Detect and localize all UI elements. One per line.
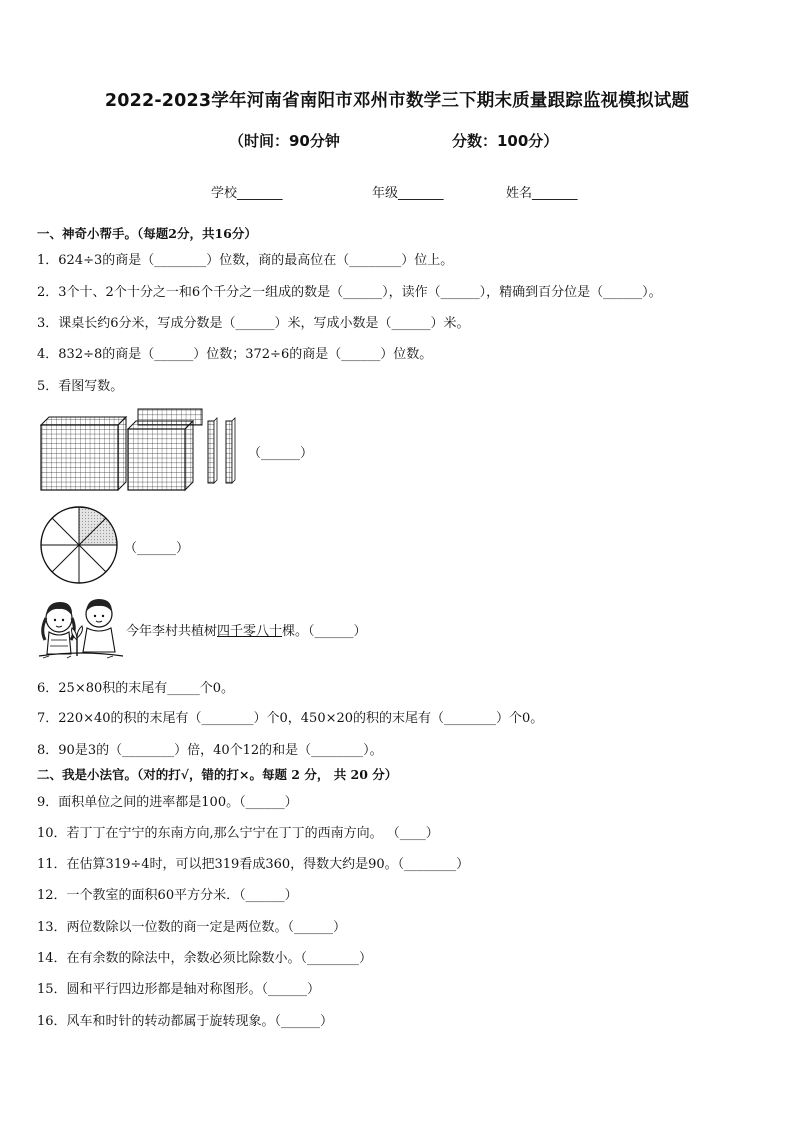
thousand-cube-1 (41, 417, 126, 490)
question-2: 2．3个十、2个十分之一和6个千分之一组成的数是（______），读作（______），精确到百分位是（______）。 (37, 285, 662, 300)
q5-blocks-blank[interactable]: （______） (248, 446, 314, 461)
school-field[interactable]: 学校_______ (211, 186, 283, 201)
question-6: 6．25×80积的末尾有_____个0。 (37, 681, 235, 696)
base-ten-blocks-figure (37, 405, 247, 495)
question-11: 11．在估算319÷4时，可以把319看成360，得数大约是90。（________） (37, 857, 470, 872)
fraction-circle-figure (39, 505, 119, 585)
question-14: 14．在有余数的除法中，余数必须比除数小。（________） (37, 951, 373, 966)
section-1-heading: 一、神奇小帮手。（每题2分，共16分） (37, 226, 257, 241)
question-8: 8．90是3的（________）倍，40个12的和是（________）。 (37, 743, 383, 758)
grade-field[interactable]: 年级_______ (372, 186, 444, 201)
section-2-heading: 二、我是小法官。（对的打√，错的打×。每题 2 分， 共 20 分） (37, 767, 398, 782)
exam-score: 分数：100分） (452, 132, 559, 150)
question-7: 7．220×40的积的末尾有（________）个0，450×20的积的末尾有（________）个0。 (37, 711, 544, 726)
question-12: 12．一个教室的面积60平方分米．（______） (37, 888, 298, 903)
q5-underlined-number: 四千零八十 (217, 624, 283, 639)
q5-text-after: 棵。（______） (282, 624, 367, 639)
question-3: 3．课桌长约6分米，写成分数是（______）米，写成小数是（______）米。 (37, 316, 470, 331)
children-planting-illustration (37, 596, 125, 660)
name-field[interactable]: 姓名_______ (506, 186, 578, 201)
question-16: 16．风车和时针的转动都属于旋转现象。（______） (37, 1014, 334, 1029)
q5-planting-sentence (126, 620, 367, 639)
question-10: 10．若丁丁在宁宁的东南方向,那么宁宁在丁丁的西南方向。 （____） (37, 826, 439, 841)
ten-rod-1 (208, 418, 217, 483)
q5-text-before: 今年李村共植树 (126, 624, 218, 639)
page-title: 2022-2023学年河南省南阳市邓州市数学三下期末质量跟踪监视模拟试题 (104, 91, 690, 111)
q5-circle-blank[interactable]: （______） (124, 541, 190, 556)
question-9: 9．面积单位之间的进率都是100。（______） (37, 795, 298, 810)
question-5: 5．看图写数。 (37, 379, 124, 394)
question-4: 4．832÷8的商是（______）位数；372÷6的商是（______）位数。 (37, 347, 433, 362)
exam-time: （时间：90分钟 (229, 132, 340, 150)
question-13: 13．两位数除以一位数的商一定是两位数。（______） (37, 920, 347, 935)
thousand-cube-2 (128, 421, 193, 490)
ten-rod-2 (226, 418, 235, 483)
question-15: 15．圆和平行四边形都是轴对称图形。（______） (37, 982, 321, 997)
question-1: 1．624÷3的商是（________）位数，商的最高位在（________）位上。 (37, 253, 454, 268)
